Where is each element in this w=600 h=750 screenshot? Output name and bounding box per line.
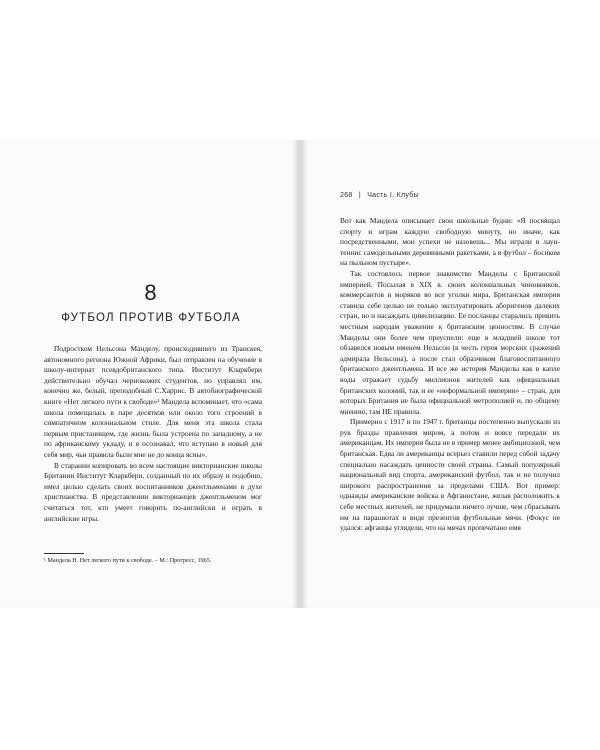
footnote: ¹ Мандела Н. Нет легкого пути к свободе. – М.: Прогресс, 1965. — [44, 557, 212, 564]
footnote-divider — [44, 553, 84, 554]
running-head-title: Часть I. Клубы — [367, 192, 419, 199]
paragraph: Так состоялось первое знакомство Манделы с Британской империей. Посылая в XIX в. своих колониальных чиновников, коммерсантов и моряков во все уголки мира, Британская империя ставила себе целью не только эксплуатировать аборигенов далеких стран, но и насаждать цивилизацию. Ее посланцы старались привить местным народам уважение к британским ценностям. В случае Манделы они более чем преуспели: еще в младшей школе тот обзавелся новым именем Нельсон (в честь героя морских сражений адмирала Нельсона), а после стал образчиком благовоспитанного британского джентльмена. И все же история Манделы как в капле воды отражает судьбу миллионов жителей как официальных британских колоний, так и ее «неформальной империи» – стран, для которых Британия не была официальной метрополией и, по общему мнению, там НЕ правила. — [340, 268, 560, 416]
right-body-text — [340, 216, 560, 534]
chapter-title: ФУТБОЛ ПРОТИВ ФУТБОЛА — [61, 312, 241, 324]
paragraph: Подростком Нельсона Манделу, происходившего из Транскея, автономного региона Южной Африки, был отправлен на обучение в школу-интернат псевдобританского типа. Институт Кларкбери действительно обучал чернокожих студентов, но управлял им, конечно же, белый, преподобный С.Харрис. В автобиографической книге «Нет легкого пути к свободе»¹ Мандела вспоминает, что «сама школа помещалась в паре десятков или около того строений в симпатичном колониальном стиле. Для меня эта школа стала первым пристанищем, где жизнь была устроена по западному, а не по африканскому укладу, и я осознавал, что вступаю в новый для себя мир, чьи правила были мне не до конца ясны». — [44, 344, 262, 459]
left-page — [0, 140, 298, 608]
paragraph: Вот как Мандела описывает свои школьные будни: «Я посвящал спорту и играм каждую свободную минуту, но иначе, как посредственными, мои успехи не назовешь... Мы играли в лаун-теннис самодельными деревянными ракетками, а в футбол – босиком на пыльном пустыре». — [340, 216, 560, 268]
running-head — [340, 192, 423, 199]
left-body-text — [44, 344, 262, 524]
paragraph: Примерно с 1917 и по 1947 г. британцы постепенно выпускали из рук бразды правления миром, а потом и вовсе передали их американцам. Их империя была не в пример менее амбициозной, чем британская. Едва ли американцы всерьез ставили перед собой задачу специально насаждать ценности своей страны. Самый популярный национальный вид спорта, американский футбол, так и не получил широкого распространения за пределами США. Вот пример: однажды американские войска в Афганистане, желая расположить к себе местных жителей, не придумали ничего лучше, чем сбрасывать им на парашютах в виде презентов футбольные мячи. (Фокус не удался: афганцы углядели, что на мячах пропечатано имя — [340, 417, 560, 533]
page-number: 268 — [340, 192, 353, 199]
running-head-separator: | — [358, 192, 361, 199]
paragraph: В старании копировать во всем настоящие викторианские школы Британии Институт Кларкбери, созданный по их образу и подобию, имел целью сделать своих воспитанников джентльменами в духе христианства. В представлении викторианцев джентльменом мог считаться тот, кто умеет говорить по-английски и играть в английские игры. — [44, 460, 262, 523]
chapter-number: 8 — [144, 280, 158, 305]
book-spread — [0, 140, 600, 608]
